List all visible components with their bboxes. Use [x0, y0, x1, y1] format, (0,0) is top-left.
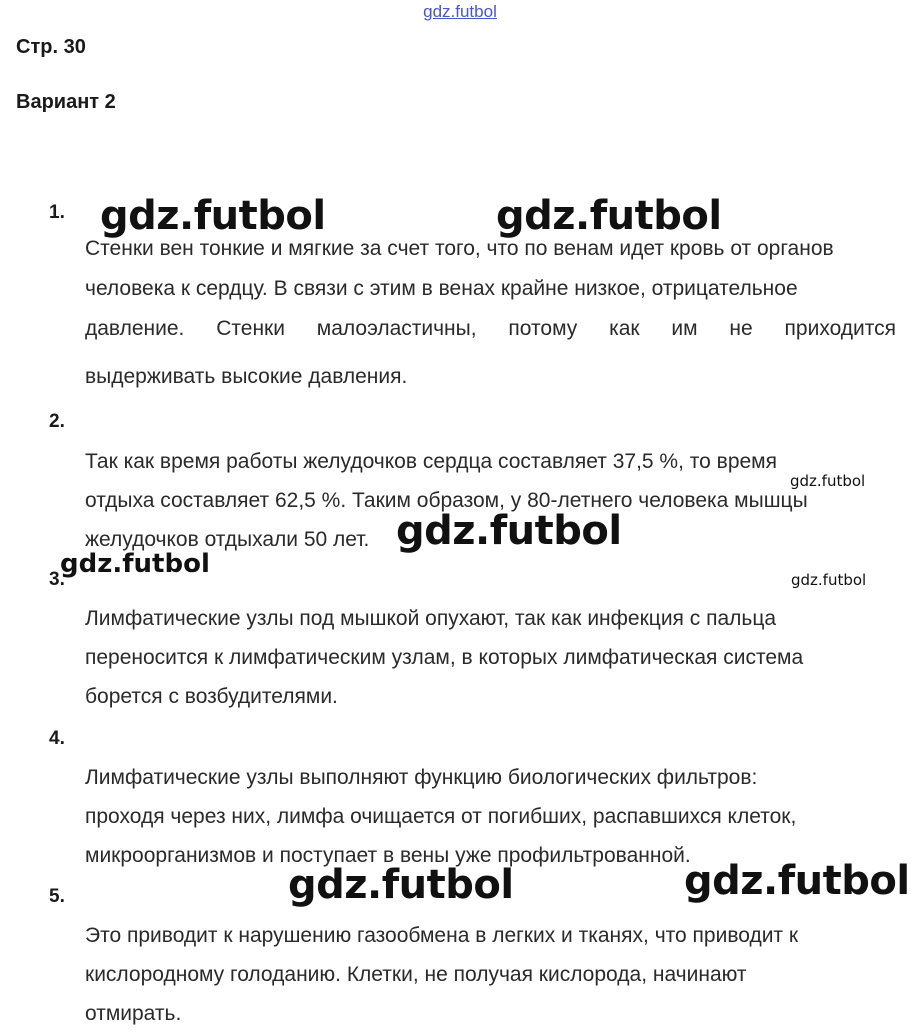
- answer-line: борется с возбудителями.: [85, 685, 338, 708]
- task-number: 1.: [49, 202, 65, 223]
- watermark-text: gdz.futbol: [288, 862, 514, 908]
- answer-line: Лимфатические узлы под мышкой опухают, так как инфекция с пальца: [85, 607, 777, 630]
- answer-line: выдерживать высокие давления.: [85, 365, 408, 388]
- answer-line: [85, 317, 909, 365]
- watermark-text: gdz.futbol: [396, 508, 622, 554]
- watermark-text: gdz.futbol: [496, 193, 722, 239]
- answer-line: человека к сердцу. В связи с этим в венах крайне низкое, отрицательное: [85, 277, 798, 300]
- answer-line-text: давление. Стенки малоэластичны, потому как им не приходится: [85, 317, 897, 340]
- page-number: Стр. 30: [16, 36, 86, 58]
- watermark-top-link[interactable]: gdz.futbol: [423, 2, 497, 21]
- task-answer: [85, 607, 909, 709]
- answer-line: отмирать.: [85, 1002, 182, 1025]
- answer-line: проходя через них, лимфа очищается от погибших, распавшихся клеток,: [85, 805, 797, 828]
- watermark-text: gdz.futbol: [791, 571, 867, 589]
- answer-line: Лимфатические узлы выполняют функцию биологических фильтров:: [85, 766, 758, 789]
- task-answer: [85, 766, 909, 868]
- task-number: 4.: [49, 728, 65, 749]
- answer-line: Так как время работы желудочков сердца составляет 37,5 %, то время: [85, 450, 777, 473]
- answer-line: отдыха составляет 62,5 %. Таким образом, у 80-летнего человека мышцы: [85, 489, 808, 512]
- task-answer: [85, 924, 909, 1026]
- task-number: 3.: [49, 569, 65, 590]
- watermark-text: gdz.futbol: [684, 858, 910, 904]
- watermark-text: gdz.futbol: [790, 472, 866, 490]
- answer-line: Это приводит к нарушению газообмена в легких и тканях, что приводит к: [85, 924, 799, 947]
- watermark-text: gdz.futbol: [60, 549, 210, 579]
- task-number: 5.: [49, 886, 65, 907]
- answer-line: Стенки вен тонкие и мягкие за счет того, что по венам идет кровь от органов: [85, 237, 834, 260]
- answer-line: кислородному голоданию. Клетки, не получая кислорода, начинают: [85, 963, 747, 986]
- answer-line: микроорганизмов и поступает в вены уже профильтрованной.: [85, 844, 691, 867]
- watermark-text: gdz.futbol: [100, 193, 326, 239]
- answer-line: переносится к лимфатическим узлам, в которых лимфатическая система: [85, 646, 804, 669]
- answer-line: желудочков отдыхали 50 лет.: [85, 528, 370, 551]
- task-answer: [85, 237, 909, 389]
- variant-heading: Вариант 2: [16, 91, 116, 113]
- task-number: 2.: [49, 411, 65, 432]
